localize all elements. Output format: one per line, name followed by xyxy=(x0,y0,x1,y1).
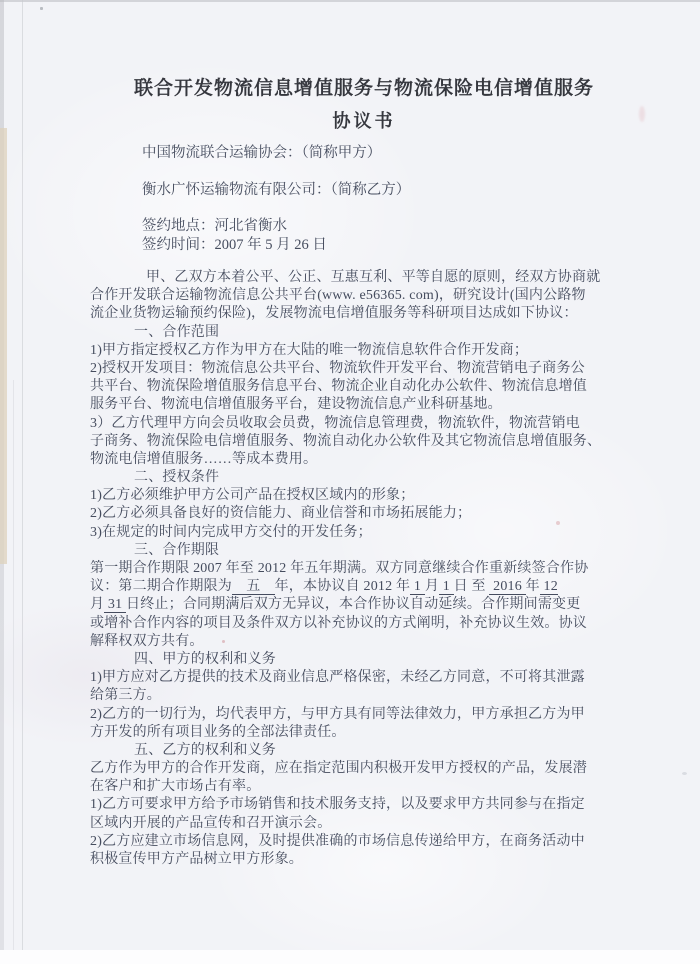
document-title-line1: 联合开发物流信息增值服务与物流保险电信增值服务 xyxy=(133,78,594,99)
doc-line xyxy=(90,833,638,851)
doc-text: 或增补合作内容的项目及条件双方以补充协议的方式阐明，补充协议生效。协议 xyxy=(90,615,587,631)
doc-text: 物流电信增值服务……等成本费用。 xyxy=(90,451,318,467)
doc-text: 2)乙方的一切行为，均代表甲方，与甲方具有同等法律效力，甲方承担乙方为甲 xyxy=(90,706,585,722)
doc-line xyxy=(90,706,638,724)
doc-line xyxy=(90,542,638,560)
doc-line xyxy=(90,287,638,305)
doc-text: 日终止；合同期满后双方无异议，本合作协议自动延续。合作期间需变更 xyxy=(126,597,581,613)
scan-stain xyxy=(639,106,645,122)
doc-line xyxy=(90,305,638,323)
doc-line xyxy=(90,378,638,396)
doc-line xyxy=(90,396,638,414)
doc-text: 给第三方。 xyxy=(90,688,161,704)
doc-line xyxy=(90,851,638,869)
doc-line xyxy=(90,815,638,833)
doc-text: 年 xyxy=(525,579,540,595)
party-a-line: 中国物流联合运输协会：（简称甲方） xyxy=(142,145,382,161)
scan-speck xyxy=(40,7,43,10)
doc-line xyxy=(90,742,638,760)
doc-line xyxy=(90,651,638,669)
doc-text: 1)甲方应对乙方提供的技术及商业信息严格保密，未经乙方同意，不可将其泄露 xyxy=(90,670,585,686)
signing-place-line: 签约地点：河北省衡水 xyxy=(142,218,287,234)
doc-line xyxy=(90,451,638,469)
doc-line xyxy=(90,415,638,433)
doc-line xyxy=(90,596,638,614)
doc-text: 解释权双方共有。 xyxy=(90,633,204,649)
filled-blank: 1 xyxy=(410,579,425,595)
scan-left-tan-strip xyxy=(0,128,7,564)
doc-line xyxy=(90,778,638,796)
doc-line xyxy=(90,487,638,505)
filled-blank: 2016 xyxy=(489,579,526,595)
doc-text: 在客户和扩大市场占有率。 xyxy=(90,779,261,795)
doc-text: 日 至 xyxy=(453,579,490,595)
doc-line xyxy=(90,505,638,523)
doc-text: 年，本协议自 2012 年 xyxy=(274,579,411,595)
doc-text: 1)甲方指定授权乙方作为甲方在大陆的唯一物流信息软件合作开发商； xyxy=(90,342,529,358)
doc-text: 乙方作为甲方的合作开发商，应在指定范围内积极开发甲方授权的产品，发展潜 xyxy=(90,761,587,777)
filled-blank: 五 xyxy=(232,579,275,595)
doc-text: 合作开发联合运输物流信息公共平台(www. e56365. com)，研究设计(国内公路物 xyxy=(90,288,586,304)
doc-text: 三、合作期限 xyxy=(134,542,220,558)
scan-top-edge xyxy=(0,0,700,2)
paper-left-crease-2 xyxy=(13,380,14,964)
doc-line xyxy=(90,633,638,651)
party-b-line: 衡水广怀运输物流有限公司：（简称乙方） xyxy=(142,182,411,198)
doc-text: 二、授权条件 xyxy=(134,470,220,486)
doc-line xyxy=(90,669,638,687)
doc-line xyxy=(90,760,638,778)
doc-text: 月 xyxy=(424,579,440,595)
doc-text: 服务平台、物流电信增值服务平台，建设物流信息产业科研基地。 xyxy=(90,397,502,413)
doc-line xyxy=(90,724,638,742)
doc-line xyxy=(90,524,638,542)
doc-text: 甲、乙双方本着公平、公正、互惠互利、平等自愿的原则，经双方协商就 xyxy=(146,270,601,285)
filled-blank: 31 xyxy=(104,597,127,613)
filled-blank: 12 xyxy=(539,579,558,595)
doc-line xyxy=(90,433,638,451)
doc-text: 方开发的所有项目业务的全部法律责任。 xyxy=(90,724,346,740)
doc-line xyxy=(90,578,638,596)
doc-text: 第一期合作期限 2007 年至 2012 年五年期满。双方同意继续合作重新续签合作协 xyxy=(90,561,589,576)
scan-bottom-edge xyxy=(0,950,700,964)
document-content xyxy=(90,76,638,869)
doc-text: 流企业货物运输预约保险)，发展物流电信增值服务等科研项目达成如下协议： xyxy=(90,306,578,322)
doc-line xyxy=(90,615,638,633)
doc-line xyxy=(90,342,638,360)
document-title-line2: 协议书 xyxy=(332,111,396,131)
paper-left-crease xyxy=(22,0,23,964)
scan-left-edge xyxy=(0,0,4,964)
doc-text: 五、乙方的权利和义务 xyxy=(134,742,276,758)
doc-text: 1)乙方可要求甲方给予市场销售和技术服务支持，以及要求甲方共同参与在指定 xyxy=(90,797,585,813)
filled-blank: 1 xyxy=(439,579,454,595)
doc-text: 月 xyxy=(90,597,105,613)
doc-text: 1)乙方必须维护甲方公司产品在授权区域内的形象； xyxy=(90,488,415,504)
doc-text: 2)乙方必须具备良好的资信能力、商业信誉和市场拓展能力； xyxy=(90,506,472,522)
doc-text: 3）乙方代理甲方向会员收取会员费，物流信息管理费，物流软件，物流营销电 xyxy=(90,415,580,431)
doc-text: 子商务、物流保险电信增值服务、物流自动化办公软件及其它物流信息增值服务、 xyxy=(90,433,602,449)
doc-text: 议：第二期合作期限为 xyxy=(90,579,232,595)
doc-line xyxy=(90,269,638,287)
doc-text: 2)授权开发项目：物流信息公共平台、物流软件开发平台、物流营销电子商务公 xyxy=(90,360,585,376)
scan-speck xyxy=(682,772,687,775)
signing-date-line: 签约时间：2007 年 5 月 26 日 xyxy=(142,237,327,253)
doc-text: 四、甲方的权利和义务 xyxy=(134,651,276,667)
doc-text: 区域内开展的产品宣传和召开演示会。 xyxy=(90,815,332,831)
doc-line xyxy=(90,469,638,487)
doc-line xyxy=(90,687,638,705)
doc-text: 一、合作范围 xyxy=(134,324,220,340)
doc-line xyxy=(90,560,638,578)
doc-text: 积极宣传甲方产品树立甲方形象。 xyxy=(90,852,303,867)
doc-text: 共平台、物流保险增值服务信息平台、物流企业自动化办公软件、物流信息增值 xyxy=(90,379,587,395)
document-body xyxy=(90,269,638,869)
doc-text: 3)在规定的时间内完成甲方交付的开发任务； xyxy=(90,524,372,540)
doc-text: 2)乙方应建立市场信息网，及时提供准确的市场信息传递给甲方，在商务活动中 xyxy=(90,833,585,849)
doc-line xyxy=(90,324,638,342)
doc-line xyxy=(90,360,638,378)
doc-line xyxy=(90,796,638,814)
